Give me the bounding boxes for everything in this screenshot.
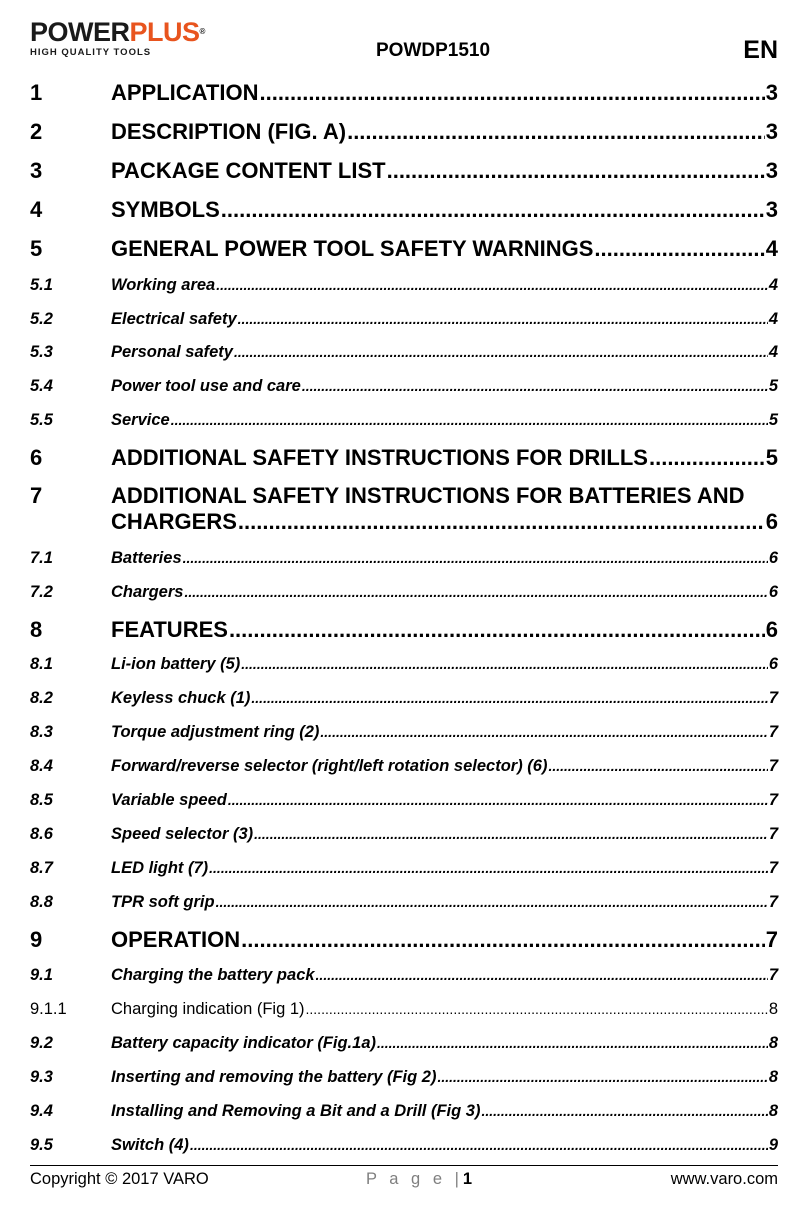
logo-plus-text: PLUS [129, 17, 200, 47]
toc-leader [306, 999, 768, 1019]
toc-number: 8.3 [30, 723, 53, 741]
toc-number: 8.4 [30, 757, 53, 775]
logo-registered-mark: ® [199, 27, 205, 36]
toc-page: 7 [768, 859, 778, 877]
toc-page: 9 [768, 1136, 778, 1154]
toc-page: 3 [765, 119, 778, 144]
toc-page: 8 [768, 1000, 778, 1018]
toc-number: 7.2 [30, 583, 53, 601]
toc-page: 8 [768, 1068, 778, 1086]
toc-page: 4 [765, 236, 778, 261]
toc-number: 5.3 [30, 343, 53, 361]
toc-title: ADDITIONAL SAFETY INSTRUCTIONS FOR DRILLS [111, 445, 648, 470]
toc-title: TPR soft grip [111, 893, 215, 911]
toc-title: LED light (7) [111, 859, 209, 877]
toc-title: Battery capacity indicator (Fig.1a) [111, 1034, 376, 1052]
toc-number: 8.8 [30, 893, 53, 911]
toc-number: 5 [30, 236, 43, 261]
toc-page: 4 [768, 310, 778, 328]
toc-leader [316, 965, 768, 985]
toc-leader [481, 1101, 767, 1121]
footer-page-indicator [366, 1170, 472, 1189]
toc-leader [238, 509, 765, 535]
toc-number: 8.2 [30, 689, 53, 707]
toc-page: 8 [768, 1034, 778, 1052]
toc-leader [320, 722, 767, 742]
toc-number: 9.1.1 [30, 1000, 67, 1018]
toc-page: 6 [765, 509, 778, 534]
toc-page: 6 [765, 617, 778, 642]
toc-title: GENERAL POWER TOOL SAFETY WARNINGS [111, 236, 594, 261]
toc-number: 2 [30, 119, 43, 144]
toc-title: Inserting and removing the battery (Fig 2) [111, 1068, 437, 1086]
toc-page: 8 [768, 1102, 778, 1120]
toc-number: 8.1 [30, 655, 53, 673]
toc-number: 4 [30, 197, 43, 222]
toc-title: Speed selector (3) [111, 825, 254, 843]
toc-page: 7 [768, 966, 778, 984]
toc-page: 3 [765, 80, 778, 105]
toc-number: 8.7 [30, 859, 53, 877]
language-code: EN [743, 36, 778, 64]
toc-leader [234, 342, 768, 362]
toc-number: 5.4 [30, 377, 53, 395]
toc-page: 6 [768, 655, 778, 673]
toc-leader [229, 617, 765, 643]
toc-number: 9 [30, 927, 43, 952]
toc-page: 5 [768, 377, 778, 395]
toc-page: 7 [768, 723, 778, 741]
logo-tagline: HIGH QUALITY TOOLS [30, 47, 152, 58]
toc-leader [238, 309, 768, 329]
toc-number: 9.4 [30, 1102, 53, 1120]
toc-page: 4 [768, 343, 778, 361]
toc-title: APPLICATION [111, 80, 259, 105]
toc-page: 7 [768, 825, 778, 843]
toc-page: 6 [768, 549, 778, 567]
toc-title: Forward/reverse selector (right/left rotation selector) (6) [111, 757, 548, 775]
toc-leader [209, 858, 768, 878]
toc-title: Service [111, 411, 170, 429]
toc-title: OPERATION [111, 927, 241, 952]
logo-power-text: POWER [30, 17, 130, 47]
toc-title: Switch (4) [111, 1136, 189, 1154]
toc-leader [183, 548, 768, 568]
toc-leader [594, 236, 764, 262]
model-number: POWDP1510 [376, 40, 491, 61]
toc-leader [221, 197, 765, 223]
toc-leader [184, 582, 767, 602]
toc-title: Charging indication (Fig 1) [111, 1000, 305, 1018]
toc-leader [649, 445, 765, 471]
toc-title: Electrical safety [111, 310, 237, 328]
toc-title: DESCRIPTION (FIG. A) [111, 119, 347, 144]
toc-leader [347, 119, 765, 145]
footer-copyright: Copyright © 2017 VARO [30, 1170, 209, 1188]
footer-divider [30, 1165, 778, 1166]
toc-title: PACKAGE CONTENT LIST [111, 158, 386, 183]
toc-title: Keyless chuck (1) [111, 689, 251, 707]
toc-page: 3 [765, 158, 778, 183]
toc-number: 9.2 [30, 1034, 53, 1052]
footer-page-label: P a g e | [366, 1170, 463, 1188]
toc-number: 9.3 [30, 1068, 53, 1086]
toc-title: Torque adjustment ring (2) [111, 723, 320, 741]
toc-leader [377, 1033, 768, 1053]
toc-page: 4 [768, 276, 778, 294]
toc-title: Personal safety [111, 343, 233, 361]
toc-title: SYMBOLS [111, 197, 220, 222]
toc-page: 3 [765, 197, 778, 222]
toc-page: 7 [768, 757, 778, 775]
toc-page: 5 [768, 411, 778, 429]
toc-title: CHARGERS [111, 509, 237, 534]
toc-leader [437, 1067, 767, 1087]
toc-leader [548, 756, 767, 776]
toc-title: Variable speed [111, 791, 227, 809]
toc-number: 1 [30, 80, 43, 105]
toc-leader [302, 376, 768, 396]
toc-title: Li-ion battery (5) [111, 655, 241, 673]
toc-leader [251, 688, 767, 708]
toc-number: 9.5 [30, 1136, 53, 1154]
toc-leader [216, 275, 768, 295]
toc-page: 7 [768, 689, 778, 707]
toc-number: 5.2 [30, 310, 53, 328]
toc-leader [190, 1135, 768, 1155]
toc-number: 6 [30, 445, 43, 470]
powerplus-logo [30, 18, 205, 58]
toc-number: 8.5 [30, 791, 53, 809]
toc-leader [171, 410, 768, 430]
toc-number: 7 [30, 483, 43, 508]
toc-leader [241, 654, 768, 674]
toc-title: Power tool use and care [111, 377, 301, 395]
toc-page: 5 [765, 445, 778, 470]
toc-number: 9.1 [30, 966, 53, 984]
toc-leader [241, 927, 765, 953]
footer-page-number: 1 [462, 1170, 473, 1188]
toc-page: 7 [768, 791, 778, 809]
toc-number: 3 [30, 158, 43, 183]
toc-leader [259, 80, 764, 106]
toc-page: 7 [765, 927, 778, 952]
toc-page: 6 [768, 583, 778, 601]
toc-leader [254, 824, 768, 844]
page-header [0, 0, 808, 70]
toc-title: Charging the battery pack [111, 966, 315, 984]
toc-number: 5.1 [30, 276, 53, 294]
toc-title-line1: ADDITIONAL SAFETY INSTRUCTIONS FOR BATTERIES AND [111, 483, 745, 508]
toc-title: Installing and Removing a Bit and a Drill (Fig 3) [111, 1102, 481, 1120]
toc-leader [216, 892, 768, 912]
toc-number: 5.5 [30, 411, 53, 429]
toc-title: Batteries [111, 549, 182, 567]
toc-number: 7.1 [30, 549, 53, 567]
toc-title: Working area [111, 276, 216, 294]
toc-leader [387, 158, 765, 184]
toc-title: FEATURES [111, 617, 228, 642]
toc-number: 8 [30, 617, 43, 642]
toc-leader [228, 790, 768, 810]
toc-number: 8.6 [30, 825, 53, 843]
toc-page: 7 [768, 893, 778, 911]
footer-website: www.varo.com [670, 1170, 778, 1188]
toc-title: Chargers [111, 583, 184, 601]
